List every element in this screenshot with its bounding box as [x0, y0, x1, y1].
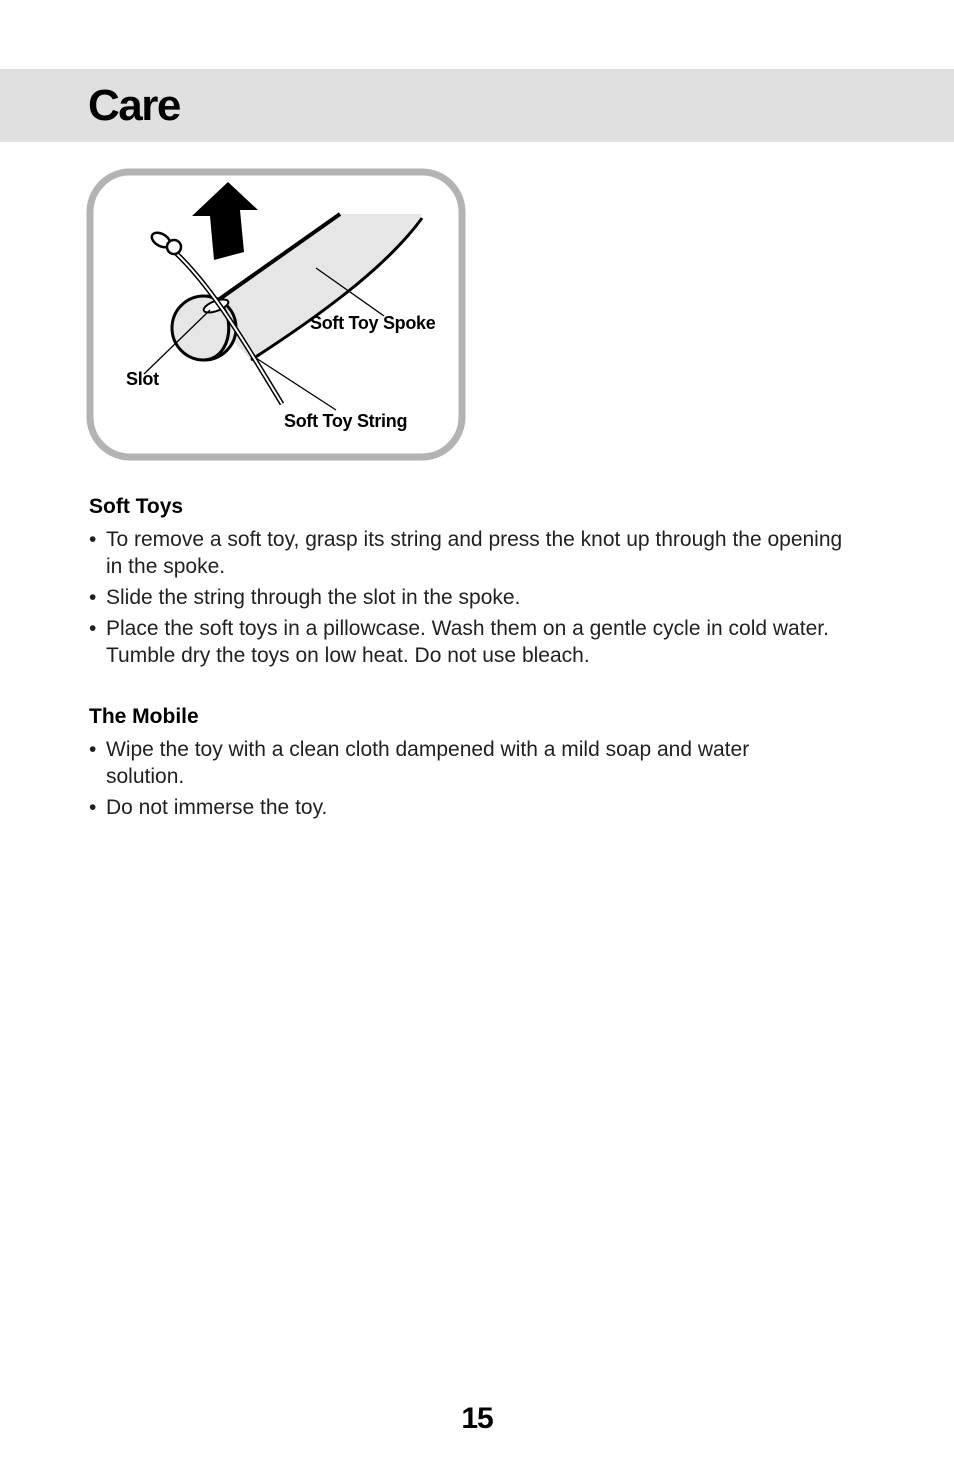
- label-soft-toy-spoke: Soft Toy Spoke: [310, 313, 436, 333]
- list-item: • Place the soft toys in a pillowcase. Wash them on a gentle cycle in cold water. Tumble dry the toys on low heat. Do not use bleach.: [89, 617, 829, 667]
- list-item: • Do not immerse the toy.: [89, 796, 328, 819]
- label-slot: Slot: [126, 369, 159, 389]
- list-item: • Wipe the toy with a clean cloth dampened with a mild soap and water solution.: [89, 738, 750, 788]
- bullet-list: [89, 736, 769, 821]
- bullet-icon: •: [89, 796, 97, 819]
- illustration-figure: [86, 168, 466, 461]
- bullet-icon: •: [89, 738, 97, 761]
- bullet-icon: •: [89, 586, 97, 609]
- label-soft-toy-string: Soft Toy String: [284, 411, 408, 431]
- page-title: Care: [88, 81, 180, 130]
- list-item: • Slide the string through the slot in the spoke.: [89, 586, 521, 609]
- list-item: • To remove a soft toy, grasp its string and press the knot up through the opening in the spoke.: [89, 528, 843, 578]
- bullet-list: [89, 526, 849, 669]
- section-the-mobile: [89, 704, 769, 825]
- bullet-icon: •: [89, 617, 97, 640]
- page-number: 15: [461, 1402, 493, 1435]
- section-heading: The Mobile: [89, 705, 199, 728]
- bullet-icon: •: [89, 528, 97, 551]
- section-soft-toys: [89, 494, 849, 673]
- section-heading: Soft Toys: [89, 495, 184, 518]
